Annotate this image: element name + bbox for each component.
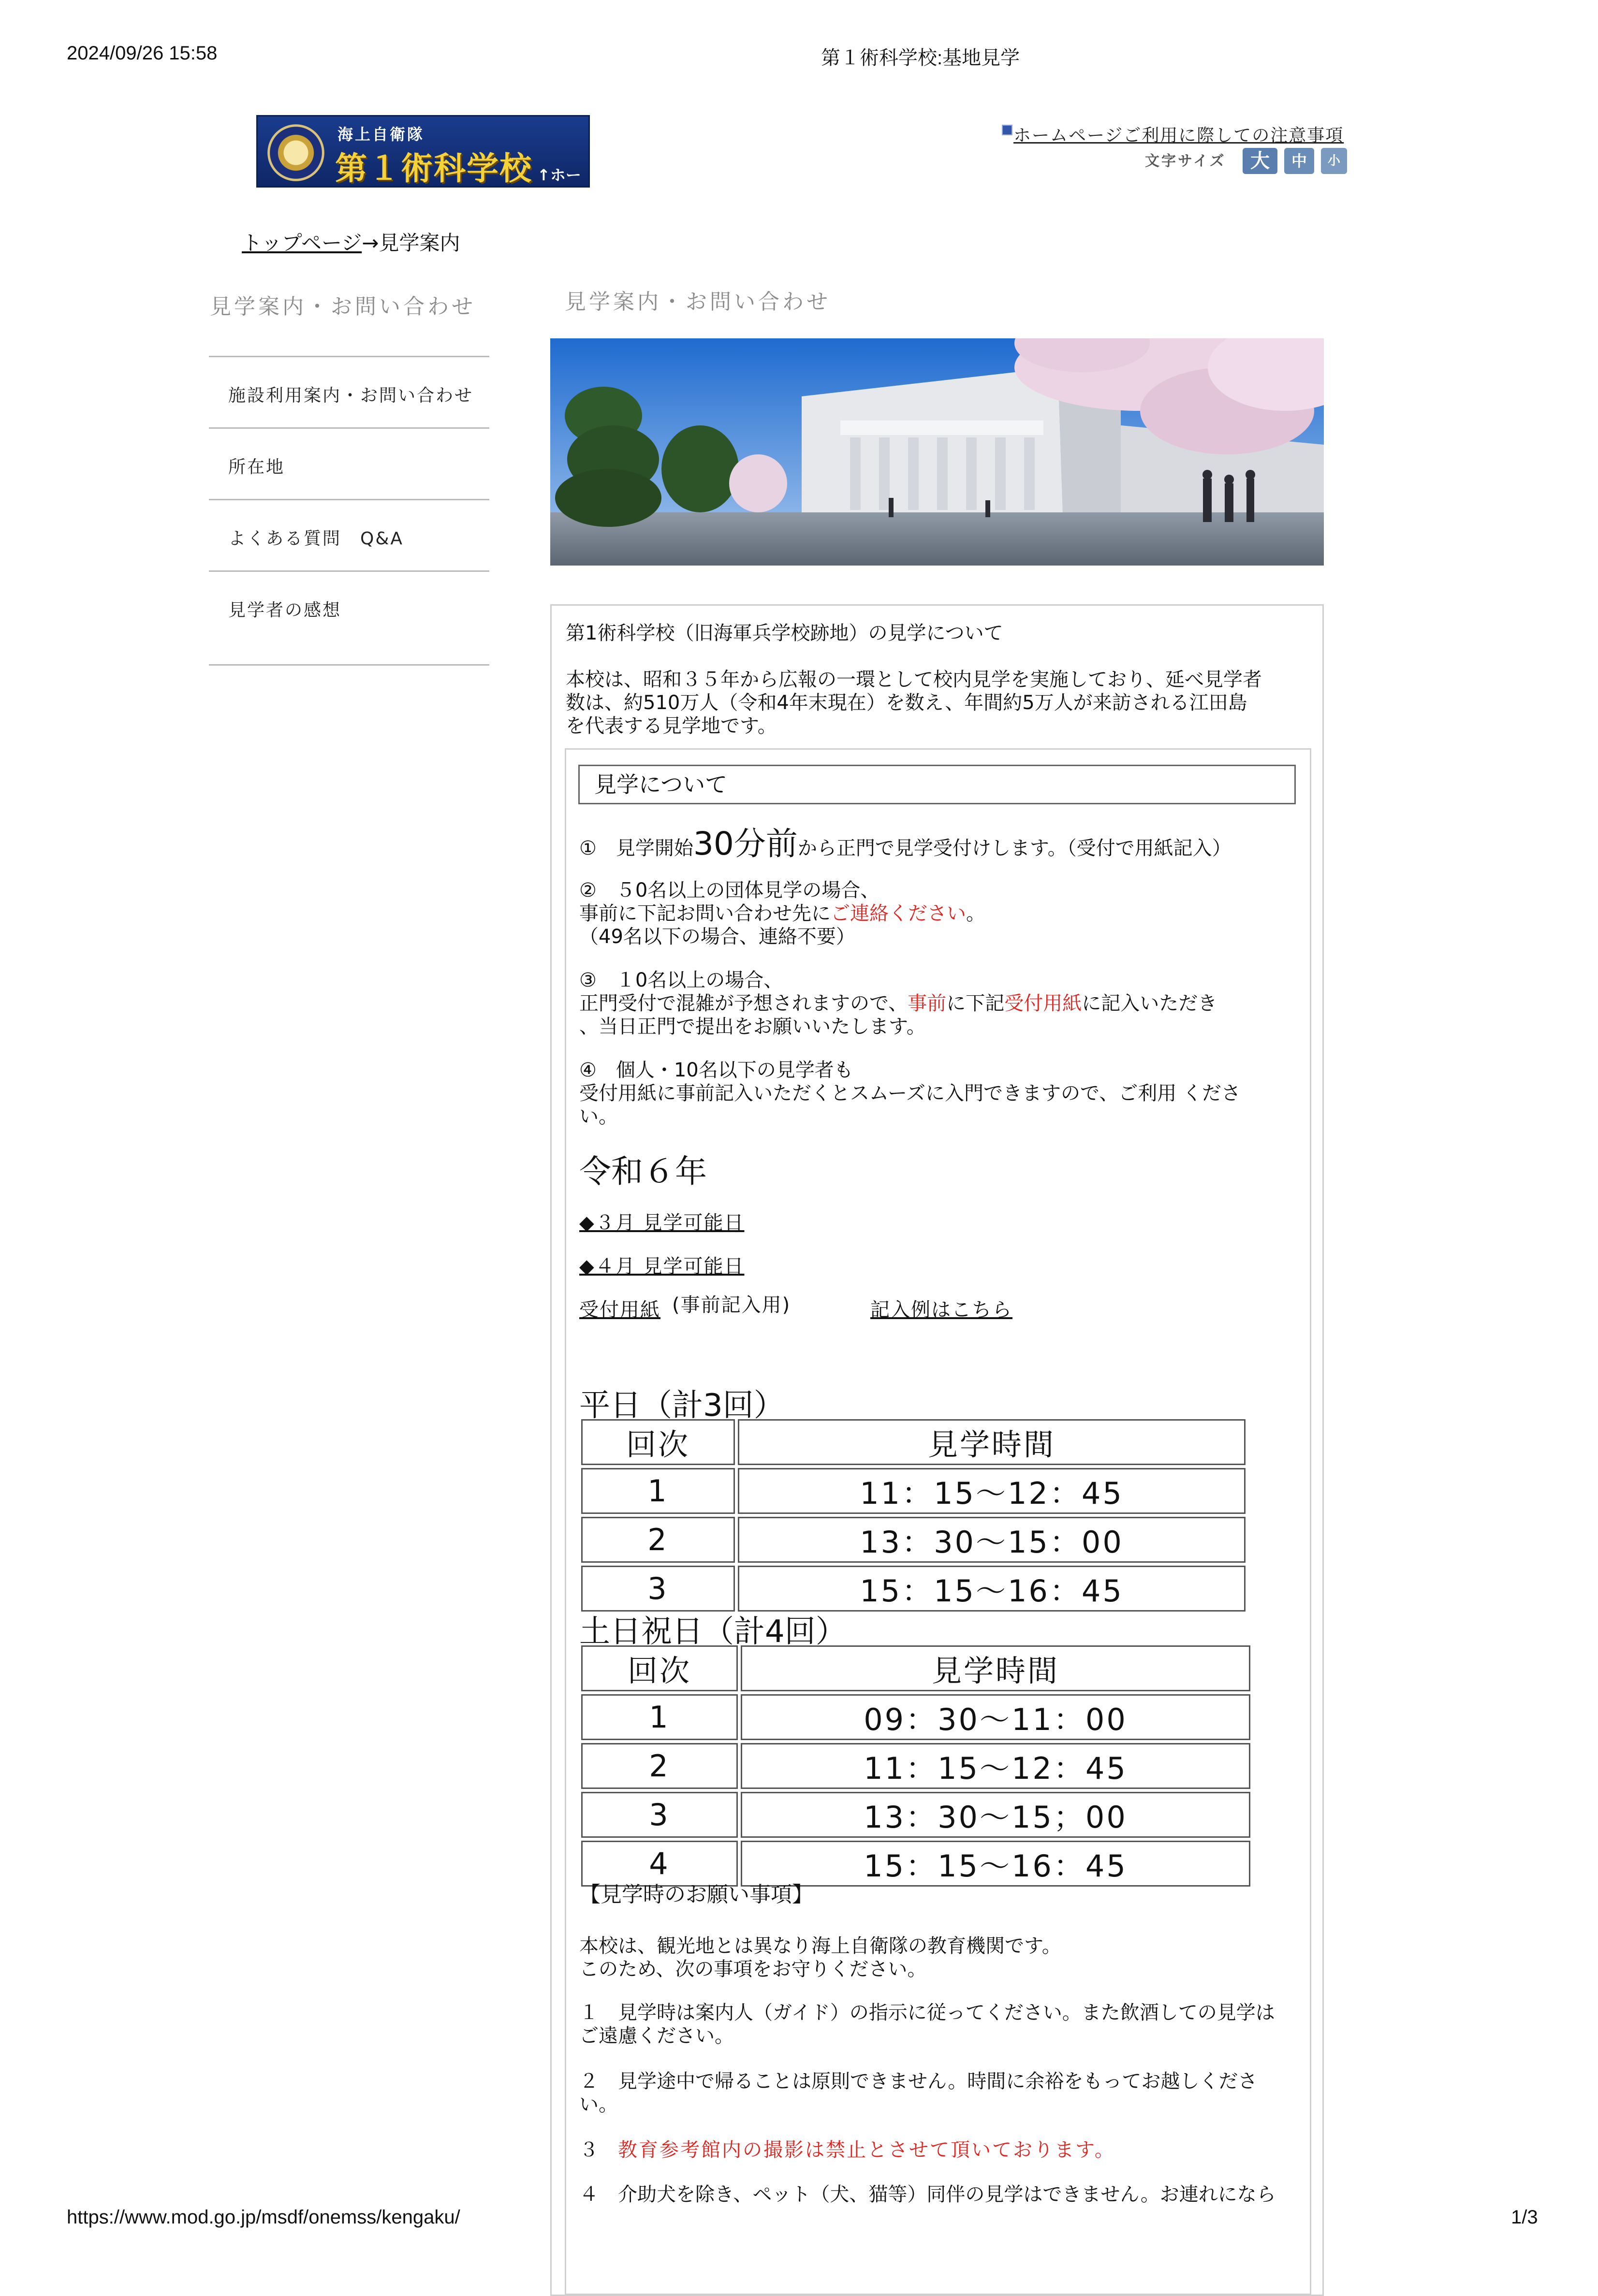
requests-title: 【見学時のお願い事項】 [579, 1882, 813, 1907]
form-link[interactable]: 受付用紙 [579, 1299, 660, 1321]
weekday-title: 平日（計3回） [579, 1388, 785, 1424]
weekend-title: 土日祝日（計4回） [579, 1614, 847, 1650]
time-cell: 15：15〜16：45 [741, 1841, 1250, 1887]
item-3-line: 、当日正門で提出をお願いいたします。 [579, 1016, 926, 1038]
print-datetime: 2024/09/26 15:58 [67, 43, 218, 64]
year-heading: 令和６年 [579, 1153, 707, 1190]
table-row [581, 1566, 1246, 1612]
main-heading: 第1術科学校（旧海軍兵学校跡地）の見学について [566, 622, 1003, 644]
form-note: (事前記入用) [672, 1294, 791, 1316]
round-cell: 2 [581, 1517, 735, 1563]
text-size-large-button[interactable]: 大 [1243, 148, 1277, 174]
time-cell: 11：15〜12：45 [738, 1468, 1246, 1514]
time-cell: 11：15〜12：45 [741, 1743, 1250, 1789]
text-size-medium-button[interactable]: 中 [1284, 148, 1314, 174]
sidebar-item-impressions[interactable]: 見学者の感想 [228, 600, 342, 620]
col-time-header: 見学時間 [741, 1645, 1250, 1691]
item-2-line: （49名以下の場合、連絡不要） [579, 926, 855, 948]
sidebar-divider [209, 499, 489, 500]
time-cell: 15：15〜16：45 [738, 1566, 1246, 1612]
sidebar-divider [209, 427, 489, 429]
time-cell: 13：30〜15：00 [738, 1517, 1246, 1563]
sidebar-divider [209, 356, 489, 357]
request-1: ご遠慮ください。 [579, 2025, 734, 2047]
request-3: ３ 教育参考館内の撮影は禁止とさせて頂いております。 [579, 2139, 1115, 2161]
print-page-title: 第１術科学校:基地見学 [821, 47, 1020, 69]
intro-line: を代表する見学地です。 [566, 715, 777, 737]
school-emblem-icon [267, 124, 324, 181]
sidebar-item-location[interactable]: 所在地 [228, 457, 285, 477]
text-size-label: 文字サイズ [1145, 153, 1226, 170]
table-row [581, 1517, 1246, 1563]
time-cell: 09：30〜11：00 [741, 1694, 1250, 1740]
request-2: ２ 見学途中で帰ることは原則できません。時間に余裕をもってお越しくださ [579, 2070, 1258, 2093]
april-dates-link[interactable]: ◆４月 見学可能日 [579, 1255, 745, 1278]
col-round-header: 回次 [581, 1645, 738, 1691]
breadcrumb-arrow: → [362, 231, 379, 255]
table-header-row [581, 1419, 1246, 1465]
table-row [581, 1468, 1246, 1514]
intro-line: 本校は、昭和３５年から広報の一環として校内見学を実施しており、延べ見学者 [566, 668, 1262, 691]
intro-line: 数は、約510万人（令和4年末現在）を数え、年間約5万人が来訪される江田島 [566, 692, 1247, 714]
table-row [581, 1841, 1250, 1887]
item-2-line: ② ５0名以上の団体見学の場合、 [579, 879, 880, 901]
about-heading: 見学について [578, 765, 1296, 804]
weekend-table [578, 1642, 1253, 1889]
example-link[interactable]: 記入例はこちら [870, 1299, 1012, 1321]
sidebar-divider [209, 664, 489, 666]
logo-home: ↑ホーム [537, 166, 581, 206]
request-2: い。 [579, 2093, 618, 2116]
table-row [581, 1694, 1250, 1740]
round-cell: 3 [581, 1792, 738, 1838]
sidebar-item-faq[interactable]: よくある質問 Q&A [228, 529, 404, 549]
round-cell: 4 [581, 1841, 738, 1887]
round-cell: 1 [581, 1694, 738, 1740]
print-page-number: 1/3 [1511, 2207, 1538, 2228]
sidebar-divider [209, 570, 489, 572]
item-2-line: 事前に下記お問い合わせ先にご連絡ください。 [579, 902, 985, 925]
school-logo-home-link[interactable] [256, 115, 590, 206]
request-4: ４ 介助犬を除き、ペット（犬、猫等）同伴の見学はできません。お連れになら [579, 2183, 1276, 2206]
breadcrumb-current: 見学案内 [379, 231, 460, 255]
col-time-header: 見学時間 [738, 1419, 1246, 1465]
item-3-line: 正門受付で混雑が予想されますので、事前に下記受付用紙に記入いただき [579, 992, 1217, 1015]
logo-org: 海上自衛隊 [337, 125, 425, 144]
item-1: ① 見学開始30分前から正門で見学受付けします。（受付で用紙記入） [579, 825, 1231, 862]
logo-school-name: 第１術科学校 [335, 150, 532, 187]
round-cell: 1 [581, 1468, 735, 1514]
item-4-line: ④ 個人・10名以下の見学者も [579, 1059, 853, 1081]
campus-photo [550, 338, 1324, 566]
item-3-line: ③ １0名以上の場合、 [579, 969, 783, 991]
sidebar-title: 見学案内・お問い合わせ [210, 294, 476, 319]
logo-home-label: ホーム [537, 166, 581, 206]
round-cell: 2 [581, 1743, 738, 1789]
weekday-table [578, 1416, 1248, 1614]
table-header-row [581, 1645, 1250, 1691]
item-4-line: 受付用紙に事前記入いただくとスムーズに入門できますので、ご利用 くださ [579, 1082, 1241, 1104]
table-row [581, 1743, 1250, 1789]
window-icon [1002, 125, 1012, 135]
time-cell: 13：30〜15；00 [741, 1792, 1250, 1838]
notice-link[interactable]: ホームページご利用に際しての注意事項 [1013, 126, 1344, 145]
item-1-emphasis: 30分前 [693, 825, 798, 862]
table-row [581, 1792, 1250, 1838]
request-1: １ 見学時は案内人（ガイド）の指示に従ってください。また飲酒しての見学は [579, 2002, 1275, 2024]
print-url: https://www.mod.go.jp/msdf/onemss/kengaku/ [67, 2207, 460, 2228]
round-cell: 3 [581, 1566, 735, 1612]
breadcrumb [242, 227, 460, 256]
requests-intro: 本校は、観光地とは異なり海上自衛隊の教育機関です。 [579, 1935, 1061, 1957]
sidebar-item-facility[interactable]: 施設利用案内・お問い合わせ [228, 386, 474, 406]
item-4-line: い。 [579, 1105, 618, 1128]
breadcrumb-top-link[interactable]: トップページ [242, 231, 362, 255]
march-dates-link[interactable]: ◆３月 見学可能日 [579, 1212, 745, 1234]
requests-intro: このため、次の事項をお守りください。 [579, 1958, 927, 1980]
text-size-small-button[interactable]: 小 [1321, 148, 1347, 174]
col-round-header: 回次 [581, 1419, 735, 1465]
main-title: 見学案内・お問い合わせ [565, 290, 831, 314]
